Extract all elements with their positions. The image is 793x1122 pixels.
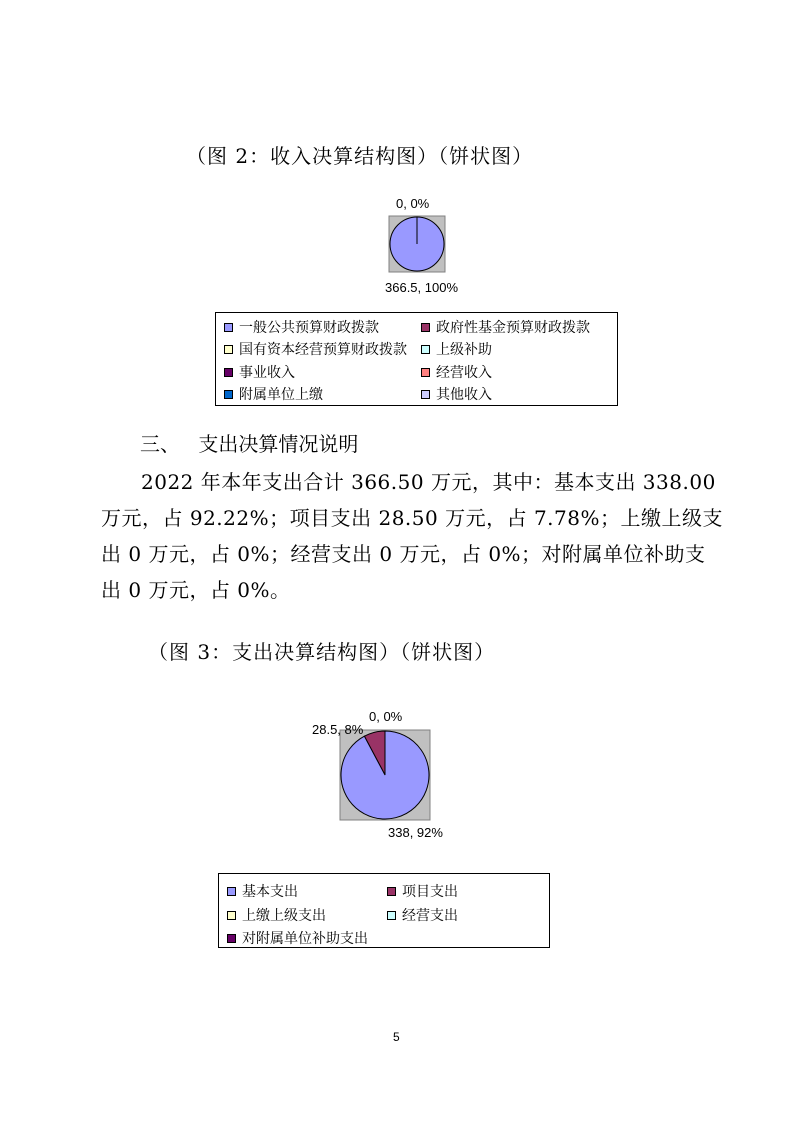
legend-label: 附属单位上缴: [239, 387, 323, 403]
paragraph-line: 万元，占 92.22%；项目支出 28.50 万元，占 7.78%；上缴上级支: [101, 506, 723, 530]
legend-item: [227, 881, 298, 901]
legend-label: 一般公共预算财政拨款: [239, 320, 379, 336]
paragraph-line: 2022 年本年支出合计 366.50 万元，其中：基本支出 338.00: [141, 470, 716, 494]
legend-label: 对附属单位补助支出: [242, 931, 368, 947]
legend-label: 经营支出: [402, 908, 458, 924]
legend-item: [224, 362, 295, 382]
expense-legend: [218, 873, 550, 948]
legend-swatch: [227, 911, 236, 920]
legend-swatch: [224, 345, 233, 354]
paragraph-line: 出 0 万元，占 0%。: [101, 578, 291, 602]
expense-label-zero: 0, 0%: [369, 709, 403, 724]
legend-label: 基本支出: [242, 884, 298, 900]
legend-swatch: [224, 368, 233, 377]
section-title: 支出决算情况说明: [198, 432, 359, 456]
legend-item: [421, 339, 492, 359]
legend-swatch: [421, 368, 430, 377]
income-label-zero: 0, 0%: [396, 196, 430, 211]
legend-swatch: [227, 934, 236, 943]
legend-item: [421, 362, 492, 382]
legend-label: 政府性基金预算财政拨款: [436, 320, 590, 336]
figure-2-caption: （图 2：收入决算结构图）（饼状图）: [186, 144, 534, 168]
legend-item: [224, 317, 379, 337]
legend-swatch: [224, 390, 233, 399]
legend-swatch: [421, 323, 430, 332]
expense-label-basic: 338, 92%: [388, 825, 443, 840]
legend-swatch: [421, 345, 430, 354]
legend-item: [387, 881, 458, 901]
legend-item: [227, 928, 368, 948]
legend-label: 上缴上级支出: [242, 908, 326, 924]
legend-swatch: [227, 887, 236, 896]
pie-slice-1: [341, 731, 429, 819]
legend-label: 项目支出: [402, 884, 458, 900]
legend-item: [421, 384, 492, 404]
section-heading: [140, 428, 358, 457]
income-legend: [215, 312, 618, 406]
expense-label-project: 28.5, 8%: [312, 722, 364, 737]
page-number: 5: [393, 1030, 400, 1044]
legend-label: 其他收入: [436, 387, 492, 403]
legend-swatch: [387, 887, 396, 896]
expense-paragraph: [101, 464, 723, 608]
income-label-main: 366.5, 100%: [385, 280, 459, 295]
legend-swatch: [224, 323, 233, 332]
legend-item: [421, 317, 590, 337]
legend-swatch: [387, 911, 396, 920]
legend-label: 事业收入: [239, 365, 295, 381]
legend-swatch: [421, 390, 430, 399]
legend-item: [224, 339, 407, 359]
legend-item: [227, 905, 326, 925]
paragraph-line: 出 0 万元，占 0%；经营支出 0 万元，占 0%；对附属单位补助支: [101, 542, 706, 566]
legend-label: 上级补助: [436, 342, 492, 358]
legend-label: 国有资本经营预算财政拨款: [239, 342, 407, 358]
section-number: 三、: [140, 432, 180, 456]
legend-label: 经营收入: [436, 365, 492, 381]
expense-pie-chart: [335, 725, 435, 825]
legend-item: [387, 905, 458, 925]
figure-3-caption: （图 3：支出决算结构图）（饼状图）: [148, 640, 496, 664]
legend-item: [224, 384, 323, 404]
